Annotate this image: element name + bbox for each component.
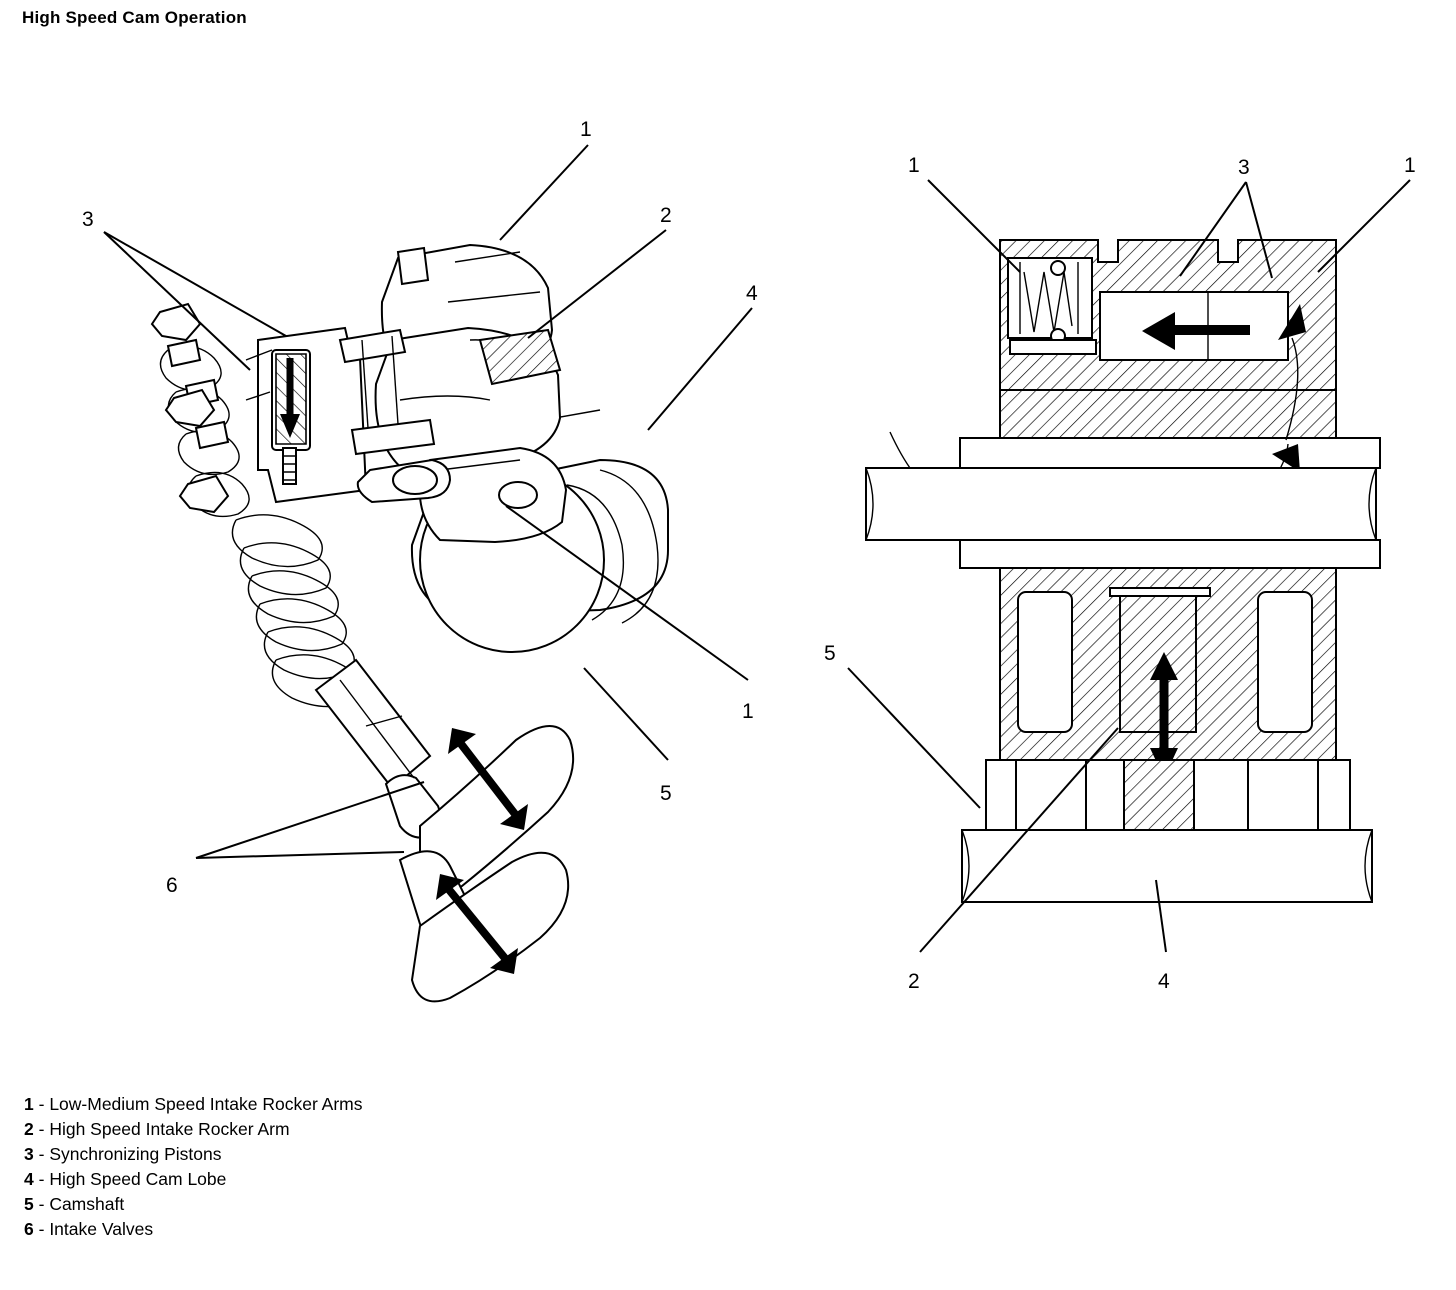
rocker-housing-section: [960, 240, 1380, 468]
callout-right-1-right: 1: [1404, 154, 1416, 177]
legend-number: 3: [24, 1144, 34, 1164]
intake-valves: [316, 660, 573, 1001]
camshaft-bar-section: [866, 468, 1380, 568]
legend-label: Intake Valves: [49, 1219, 154, 1239]
legend-item-4: [24, 1167, 724, 1192]
legend-number: 4: [24, 1169, 34, 1189]
callout-left-5: 5: [660, 782, 672, 805]
legend-separator: -: [38, 1119, 45, 1139]
legend-item-3: [24, 1142, 724, 1167]
legend-label: Synchronizing Pistons: [49, 1144, 222, 1164]
callout-left-3: 3: [82, 208, 94, 231]
callout-left-6: 6: [166, 874, 178, 897]
callout-left-4: 4: [746, 282, 758, 305]
legend-number: 5: [24, 1194, 34, 1214]
diagram-figure-area: [0, 40, 1456, 1040]
cam-lobe-section: [962, 760, 1372, 902]
callout-right-2: 2: [908, 970, 920, 993]
left-perspective-assembly: [82, 118, 758, 1001]
legend-separator: -: [38, 1144, 45, 1164]
legend-separator: -: [38, 1169, 45, 1189]
bolt-heads: [152, 304, 228, 512]
legend-item-5: [24, 1192, 724, 1217]
legend-number: 2: [24, 1119, 34, 1139]
legend-separator: -: [38, 1219, 45, 1239]
legend-number: 6: [24, 1219, 34, 1239]
legend-label: High Speed Cam Lobe: [49, 1169, 227, 1189]
legend-label: Camshaft: [49, 1194, 125, 1214]
callout-right-1-left: 1: [908, 154, 920, 177]
legend-item-6: [24, 1217, 724, 1242]
legend: [24, 1092, 724, 1242]
diagram-svg: [0, 40, 1456, 1040]
callout-right-5: 5: [824, 642, 836, 665]
legend-label: Low-Medium Speed Intake Rocker Arms: [49, 1094, 363, 1114]
callout-left-1-top: 1: [580, 118, 592, 141]
callout-left-2: 2: [660, 204, 672, 227]
legend-item-2: [24, 1117, 724, 1142]
right-section-assembly: [824, 154, 1416, 993]
callout-left-1-right: 1: [742, 700, 754, 723]
callout-right-3: 3: [1238, 156, 1250, 179]
legend-separator: -: [38, 1194, 45, 1214]
callout-right-4: 4: [1158, 970, 1170, 993]
legend-separator: -: [38, 1094, 45, 1114]
page-title: High Speed Cam Operation: [22, 8, 247, 27]
legend-label: High Speed Intake Rocker Arm: [49, 1119, 290, 1139]
legend-number: 1: [24, 1094, 34, 1114]
legend-item-1: [24, 1092, 724, 1117]
